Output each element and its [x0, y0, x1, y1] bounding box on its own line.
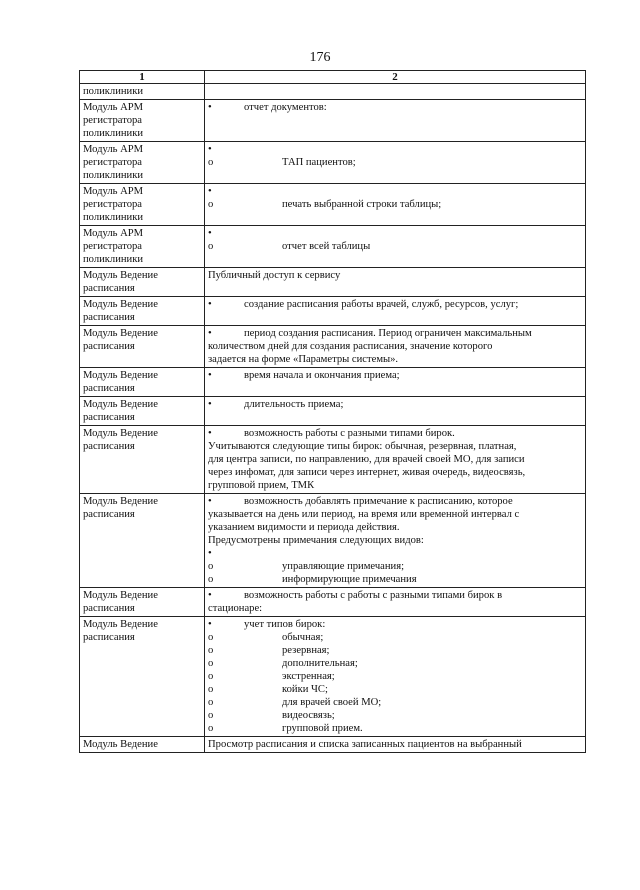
function-line — [208, 440, 582, 453]
function-cell — [205, 297, 586, 326]
module-name-line: регистратора — [83, 115, 142, 126]
function-text: для центра записи, по направлению, для врачей своей МО, для записи — [208, 454, 525, 465]
function-line — [208, 683, 582, 696]
function-text: информирующие примечания — [282, 574, 417, 585]
function-text: ТАП пациентов; — [282, 157, 356, 168]
module-name-line: расписания — [83, 312, 135, 323]
table-row — [80, 100, 586, 142]
module-cell — [80, 268, 205, 297]
function-text: время начала и окончания приема; — [244, 370, 400, 381]
sub-bullet-marker: o — [208, 658, 214, 669]
function-line — [208, 521, 582, 534]
function-text: экстренная; — [282, 671, 335, 682]
module-cell — [80, 297, 205, 326]
table-row — [80, 142, 586, 184]
module-name-line: расписания — [83, 632, 135, 643]
function-text: Предусмотрены примечания следующих видов: — [208, 535, 424, 546]
function-line — [208, 738, 582, 751]
table-row — [80, 737, 586, 753]
function-line — [208, 479, 582, 492]
module-name-line: расписания — [83, 509, 135, 520]
sub-bullet-marker: o — [208, 561, 214, 572]
function-text: для врачей своей МО; — [282, 697, 382, 708]
function-cell — [205, 142, 586, 184]
function-line — [208, 240, 582, 253]
function-text: период создания расписания. Период ограничен максимальным — [244, 328, 532, 339]
bullet-marker: • — [208, 619, 212, 630]
function-text: печать выбранной строки таблицы; — [282, 199, 442, 210]
bullet-marker: • — [208, 102, 212, 113]
module-name-line: Модуль Ведение — [83, 270, 158, 281]
sub-bullet-marker: o — [208, 157, 214, 168]
function-cell — [205, 397, 586, 426]
function-line — [208, 722, 582, 735]
function-line — [208, 298, 582, 311]
bullet-marker: • — [208, 428, 212, 439]
column-header-1: 1 — [80, 71, 205, 84]
module-name-line: Модуль Ведение — [83, 299, 158, 310]
function-line — [208, 269, 582, 282]
module-cell — [80, 397, 205, 426]
module-cell — [80, 326, 205, 368]
module-cell — [80, 494, 205, 588]
function-line — [208, 101, 582, 114]
function-line — [208, 631, 582, 644]
module-cell — [80, 100, 205, 142]
table-header-row — [80, 71, 586, 84]
function-line — [208, 398, 582, 411]
function-line — [208, 670, 582, 683]
sub-bullet-marker: o — [208, 671, 214, 682]
sub-bullet-marker: o — [208, 199, 214, 210]
sub-bullet-marker: o — [208, 697, 214, 708]
function-text: групповой прием. — [282, 723, 363, 734]
function-text: возможность работы с работы с разными типами бирок в — [244, 590, 503, 601]
requirements-table — [79, 70, 586, 753]
module-name-line: Модуль Ведение — [83, 590, 158, 601]
function-line — [208, 547, 582, 560]
module-name-line: Модуль Ведение — [83, 619, 158, 630]
function-line — [208, 466, 582, 479]
function-text: возможность работы с разными типами бирок. — [244, 428, 455, 439]
module-name-line: Модуль Ведение — [83, 428, 158, 439]
function-text: создание расписания работы врачей, служб, ресурсов, услуг; — [244, 299, 519, 310]
function-text: койки ЧС; — [282, 684, 328, 695]
function-line — [208, 573, 582, 586]
table-row — [80, 368, 586, 397]
bullet-marker: • — [208, 228, 212, 239]
function-line — [208, 340, 582, 353]
function-line — [208, 618, 582, 631]
function-line — [208, 156, 582, 169]
module-cell — [80, 737, 205, 753]
sub-bullet-marker: o — [208, 241, 214, 252]
table-row — [80, 268, 586, 297]
function-text: через инфомат, для записи через интернет, живая очередь, видеосвязь, — [208, 467, 526, 478]
function-text: групповой прием, ТМК — [208, 480, 315, 491]
sub-bullet-marker: o — [208, 574, 214, 585]
table-body — [80, 84, 586, 753]
function-line — [208, 589, 582, 602]
function-cell — [205, 184, 586, 226]
function-line — [208, 602, 582, 615]
function-text: управляющие примечания; — [282, 561, 405, 572]
function-text: указывается на день или период, на время или временной интервал с — [208, 509, 520, 520]
function-line — [208, 495, 582, 508]
module-name-line: регистратора — [83, 241, 142, 252]
bullet-marker: • — [208, 299, 212, 310]
table-row — [80, 226, 586, 268]
module-cell — [80, 588, 205, 617]
module-name-line: расписания — [83, 603, 135, 614]
table-row — [80, 426, 586, 494]
function-text: дополнительная; — [282, 658, 358, 669]
bullet-marker: • — [208, 144, 212, 155]
bullet-marker: • — [208, 370, 212, 381]
module-name-line: расписания — [83, 412, 135, 423]
function-line — [208, 227, 582, 240]
module-cell — [80, 142, 205, 184]
function-cell — [205, 368, 586, 397]
function-line — [208, 508, 582, 521]
function-cell — [205, 268, 586, 297]
function-text: задается на форме «Параметры системы». — [208, 354, 399, 365]
function-cell — [205, 100, 586, 142]
function-line — [208, 427, 582, 440]
function-text: длительность приема; — [244, 399, 344, 410]
function-text: количеством дней для создания расписания, значение которого — [208, 341, 493, 352]
table-row — [80, 184, 586, 226]
module-cell — [80, 368, 205, 397]
sub-bullet-marker: o — [208, 710, 214, 721]
module-name-line: Модуль Ведение — [83, 739, 158, 750]
function-line — [208, 657, 582, 670]
function-text: обычная; — [282, 632, 324, 643]
table-row — [80, 617, 586, 737]
function-line — [208, 327, 582, 340]
module-name-line: Модуль Ведение — [83, 328, 158, 339]
module-name-line: регистратора — [83, 157, 142, 168]
page-number: 176 — [309, 50, 331, 65]
module-cell — [80, 226, 205, 268]
function-line — [208, 198, 582, 211]
module-name-line: регистратора — [83, 199, 142, 210]
module-cell — [80, 617, 205, 737]
module-name-line: расписания — [83, 341, 135, 352]
function-line — [208, 696, 582, 709]
function-line — [208, 453, 582, 466]
function-line — [208, 185, 582, 198]
sub-bullet-marker: o — [208, 645, 214, 656]
function-line — [208, 369, 582, 382]
table-row — [80, 588, 586, 617]
table-row — [80, 297, 586, 326]
bullet-marker: • — [208, 186, 212, 197]
module-name-line: Модуль Ведение — [83, 496, 158, 507]
module-name-line: расписания — [83, 283, 135, 294]
module-name-line: поликлиники — [83, 254, 144, 265]
sub-bullet-marker: o — [208, 684, 214, 695]
module-name-line: Модуль АРМ — [83, 228, 144, 239]
function-line — [208, 353, 582, 366]
module-name-line: расписания — [83, 383, 135, 394]
function-line — [208, 709, 582, 722]
module-name-line: Модуль АРМ — [83, 186, 144, 197]
bullet-marker: • — [208, 590, 212, 601]
module-name-line: поликлиники — [83, 212, 144, 223]
function-text: Просмотр расписания и списка записанных пациентов на выбранный — [208, 739, 522, 750]
function-line — [208, 644, 582, 657]
function-cell — [205, 494, 586, 588]
function-line — [208, 534, 582, 547]
table-row — [80, 326, 586, 368]
module-name-line: Модуль Ведение — [83, 370, 158, 381]
bullet-marker: • — [208, 496, 212, 507]
function-cell — [205, 617, 586, 737]
module-name-line: поликлиники — [83, 170, 144, 181]
function-text: указанием видимости и периода действия. — [208, 522, 400, 533]
bullet-marker: • — [208, 328, 212, 339]
column-header-2: 2 — [205, 71, 586, 84]
function-cell — [205, 426, 586, 494]
bullet-marker: • — [208, 548, 212, 559]
function-text: возможность добавлять примечание к расписанию, которое — [244, 496, 513, 507]
function-text: видеосвязь; — [282, 710, 335, 721]
function-cell — [205, 226, 586, 268]
module-cell — [80, 184, 205, 226]
bullet-marker: • — [208, 399, 212, 410]
sub-bullet-marker: o — [208, 632, 214, 643]
table-row — [80, 494, 586, 588]
module-name-line: Модуль Ведение — [83, 399, 158, 410]
table-row — [80, 84, 586, 100]
function-line — [208, 143, 582, 156]
function-cell — [205, 84, 586, 100]
module-name-line: Модуль АРМ — [83, 102, 144, 113]
module-name-line: поликлиники — [83, 128, 144, 139]
module-name-line: расписания — [83, 441, 135, 452]
function-text: отчет документов: — [244, 102, 327, 113]
function-text: отчет всей таблицы — [282, 241, 371, 252]
function-cell — [205, 737, 586, 753]
function-cell — [205, 326, 586, 368]
module-name-line: Модуль АРМ — [83, 144, 144, 155]
function-text: Публичный доступ к сервису — [208, 270, 341, 281]
module-cell — [80, 426, 205, 494]
function-line — [208, 560, 582, 573]
function-text: стационаре: — [208, 603, 263, 614]
function-text: Учитываются следующие типы бирок: обычная, резервная, платная, — [208, 441, 517, 452]
module-cell — [80, 84, 205, 100]
function-text: учет типов бирок: — [244, 619, 326, 630]
function-cell — [205, 588, 586, 617]
module-name-line: поликлиники — [83, 86, 144, 97]
function-text: резервная; — [282, 645, 330, 656]
sub-bullet-marker: o — [208, 723, 214, 734]
table-row — [80, 397, 586, 426]
